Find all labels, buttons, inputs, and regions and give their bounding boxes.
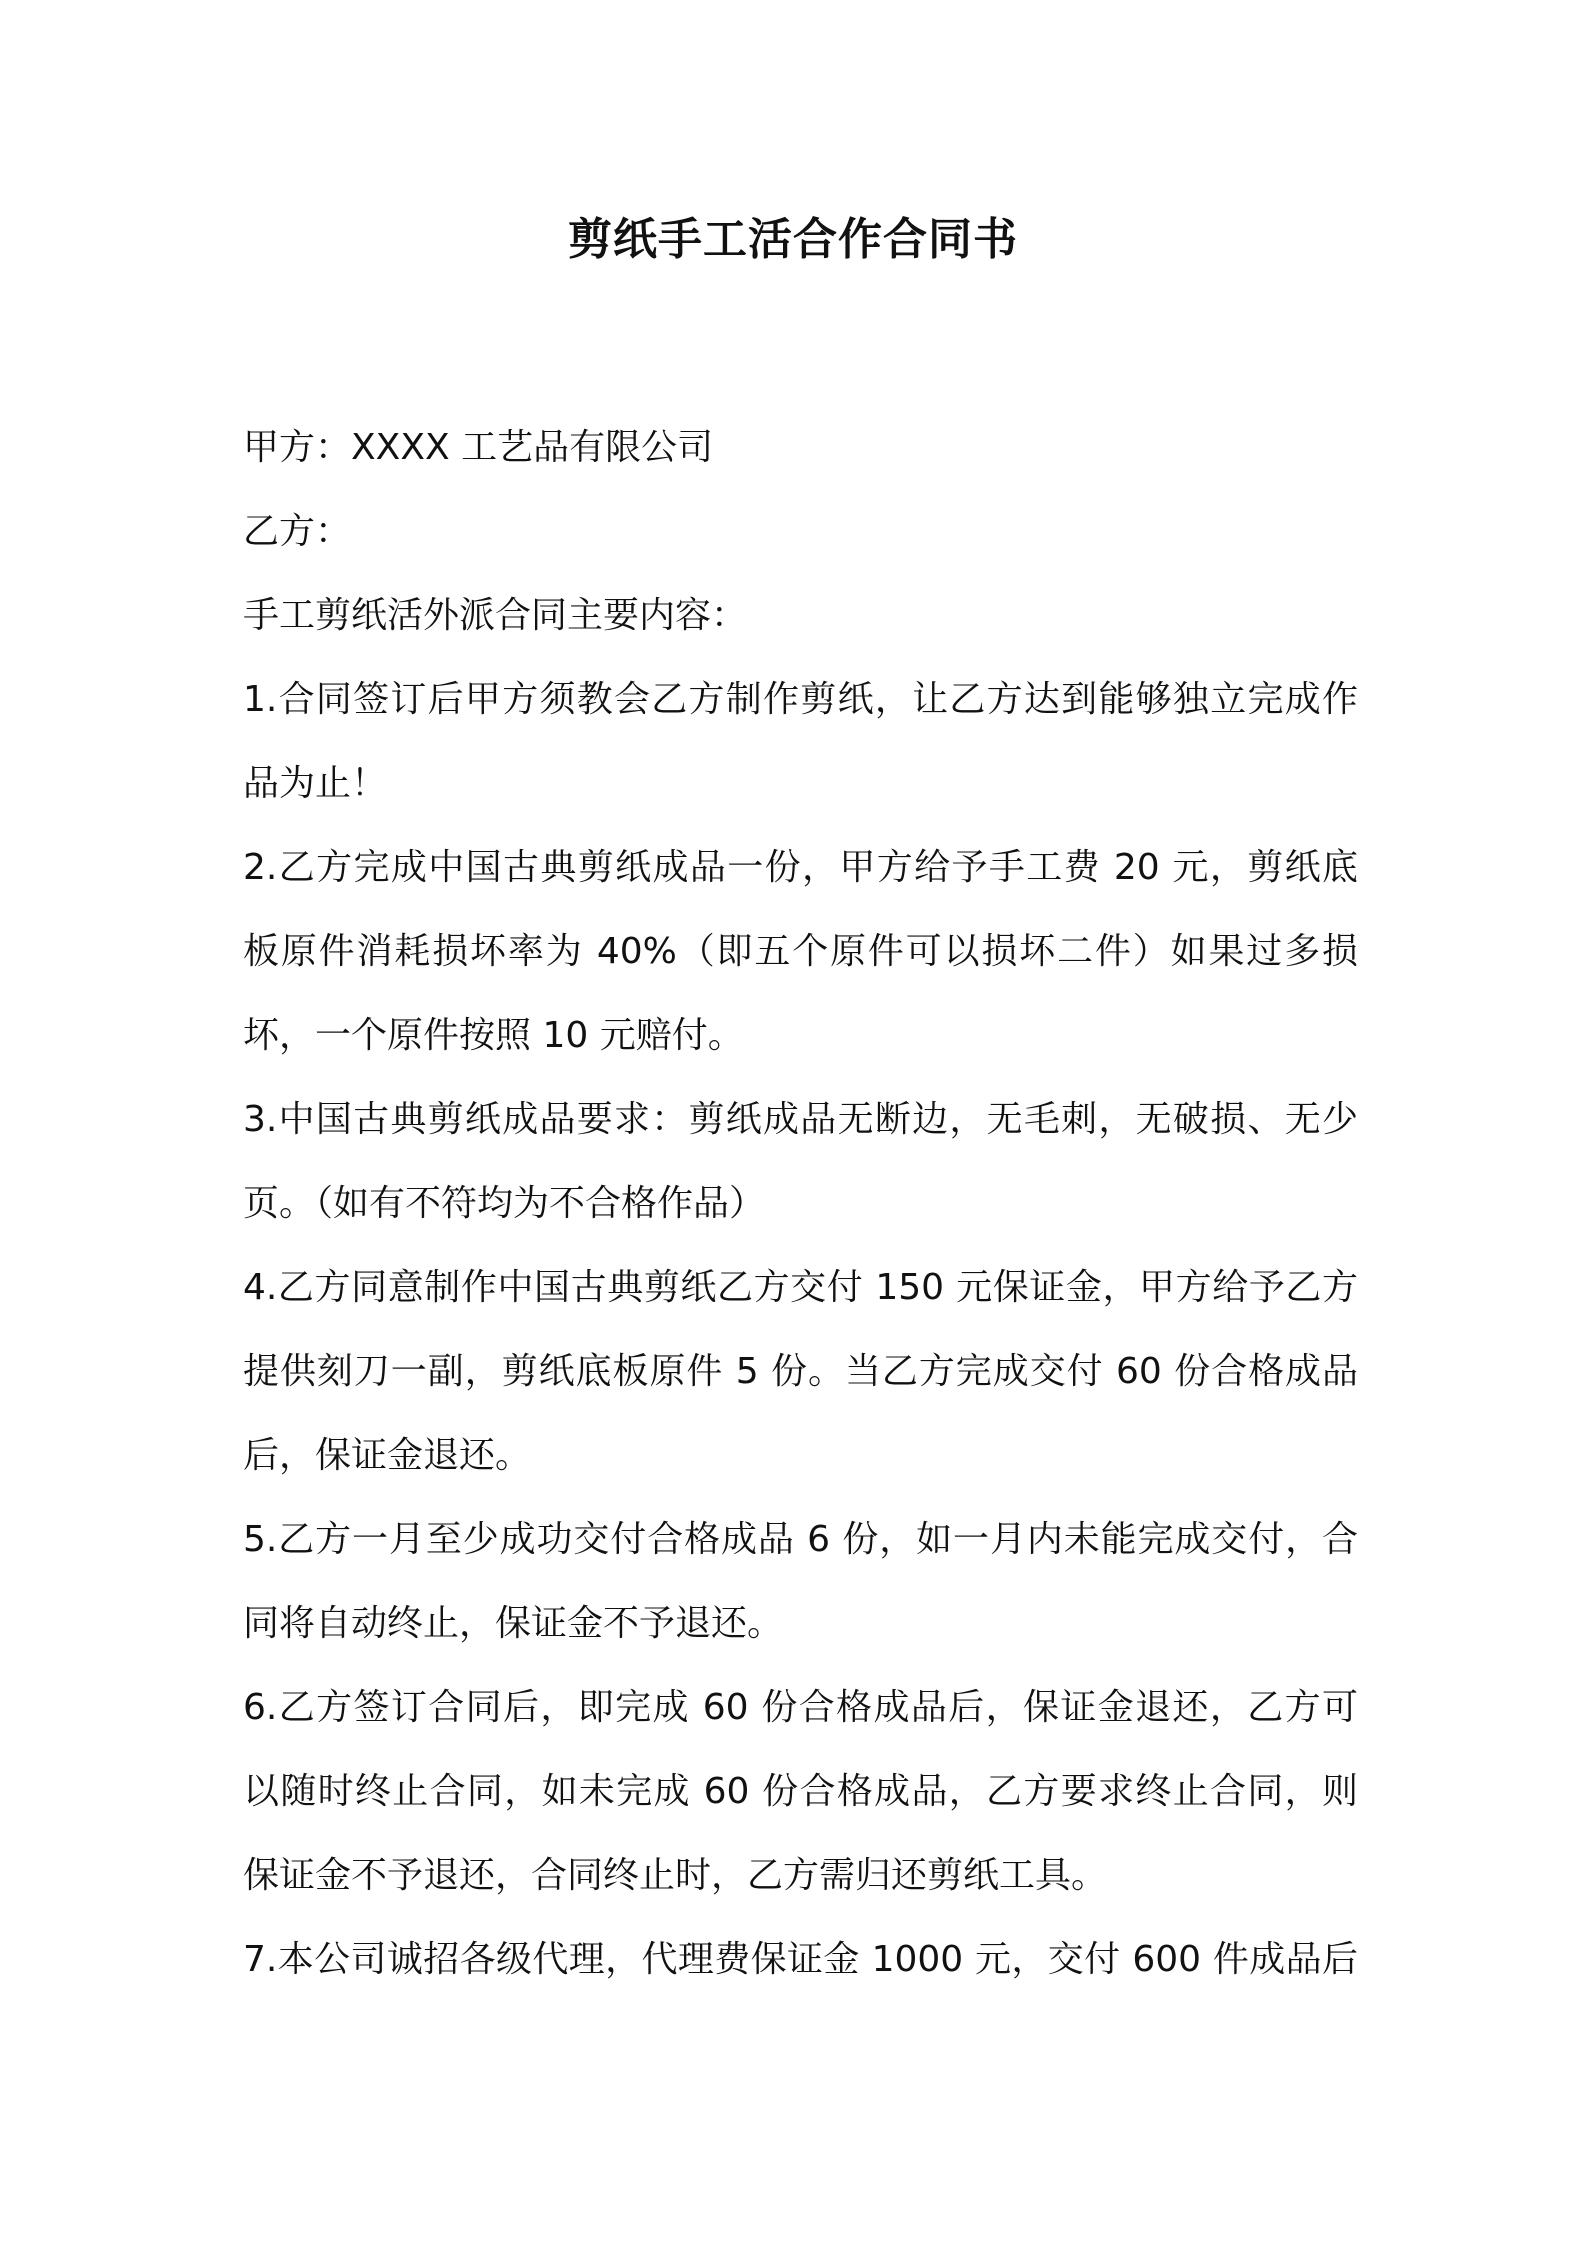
clause-7-line-1: 7.本公司诚招各级代理，代理费保证金 1000 元，交付 600 件成品后 — [243, 1939, 1358, 1980]
clause-4-line-2: 提供刻刀一副，剪纸底板原件 5 份。当乙方完成交付 60 份合格成品 — [243, 1351, 1358, 1392]
clause-2-line-2: 板原件消耗损坏率为 40%（即五个原件可以损坏二件）如果过多损 — [243, 931, 1358, 972]
clause-5-line-1: 5.乙方一月至少成功交付合格成品 6 份，如一月内未能完成交付，合 — [243, 1519, 1358, 1560]
document-body — [243, 406, 1358, 2002]
contract-intro-line: 手工剪纸活外派合同主要内容： — [243, 595, 748, 636]
clause-2-line-3: 坏，一个原件按照 10 元赔付。 — [243, 1015, 744, 1056]
clause-1-line-1: 1.合同签订后甲方须教会乙方制作剪纸，让乙方达到能够独立完成作 — [243, 679, 1358, 720]
clause-3-line-1: 3.中国古典剪纸成品要求：剪纸成品无断边，无毛刺，无破损、无少 — [243, 1099, 1358, 1140]
clause-6-line-2: 以随时终止合同，如未完成 60 份合格成品，乙方要求终止合同，则 — [243, 1771, 1358, 1812]
document-title: 剪纸手工活合作合同书 — [568, 214, 1018, 265]
clause-4-line-3: 后，保证金退还。 — [243, 1435, 532, 1476]
clause-6-line-1: 6.乙方签订合同后，即完成 60 份合格成品后，保证金退还，乙方可 — [243, 1687, 1358, 1728]
clause-6-line-3: 保证金不予退还，合同终止时，乙方需归还剪纸工具。 — [243, 1855, 1108, 1896]
clause-3-line-2: 页。（如有不符均为不合格作品） — [243, 1183, 766, 1224]
party-a-line: 甲方：XXXX 工艺品有限公司 — [243, 427, 714, 468]
party-b-line: 乙方： — [243, 511, 352, 552]
clause-4-line-1: 4.乙方同意制作中国古典剪纸乙方交付 150 元保证金，甲方给予乙方 — [243, 1267, 1358, 1308]
clause-2-line-1: 2.乙方完成中国古典剪纸成品一份，甲方给予手工费 20 元，剪纸底 — [243, 847, 1358, 888]
clause-1-line-2: 品为止！ — [243, 763, 388, 804]
clause-5-line-2: 同将自动终止，保证金不予退还。 — [243, 1603, 784, 1644]
